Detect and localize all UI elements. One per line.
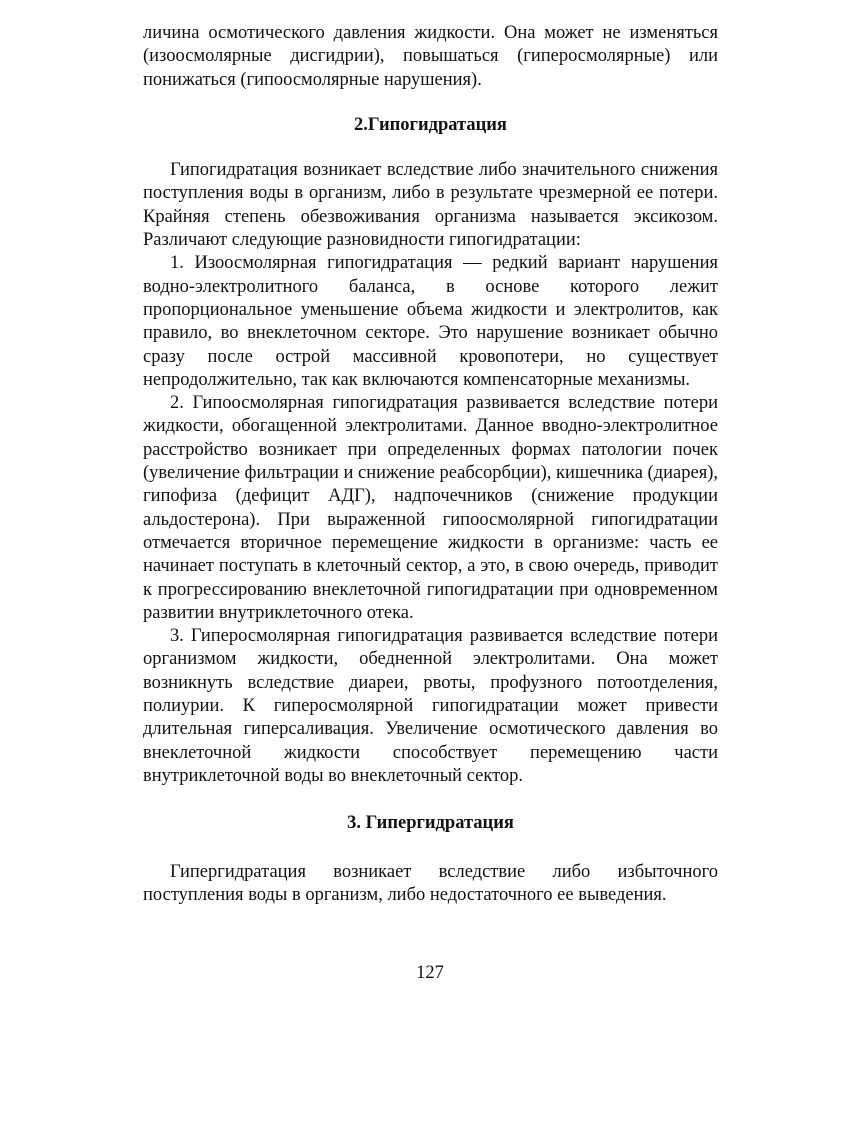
section-heading-hyperhydration: 3. Гипергидратация [347,813,514,834]
section3-paragraph: Гипергидратация возникает вследствие либо избыточного поступления воды в организм, либо недостаточного ее выведения. [143,861,718,905]
page-body [143,22,718,907]
intro-paragraph: личина осмотического давления жидкости. Она может не изменяться (изоосмолярные дисгидрии), повышаться (гиперосмолярные) или понижаться (гипоосмолярные нарушения). [143,23,718,90]
page-number: 127 [416,963,444,983]
list-item: 2. Гипоосмолярная гипогидратация развивается вследствие потери жидкости, обогащенной электролитами. Данное вводно-электролитное расстройство возникает при определенных формах патологии почек (увеличение фильтрации и снижение реабсорбции), кишечника (диарея), гипофиза (дефицит АДГ), надпочечников (снижение продукции альдостерона). При выраженной гипоосмолярной гипогидратации отмечается вторичное перемещение жидкости в организме: часть ее начинает поступать в клеточный сектор, а это, в свою очередь, приводит к прогрессированию внеклеточной гипогидратации при одновременном развитии внутриклеточного отека. [143,393,718,623]
list-item: 3. Гиперосмолярная гипогидратация развивается вследствие потери организмом жидкости, обедненной электролитами. Она может возникнуть вследствие диареи, рвоты, профузного потоотделения, полиурии. К гиперосмолярной гипогидратации может привести длительная гиперсаливация. Увеличение осмотического давления во внеклеточной жидкости способствует перемещению части внутриклеточной воды во внеклеточный сектор. [143,626,718,786]
section-heading-hypohydration: 2.Гипогидратация [354,114,507,135]
list-item: 1. Изоосмолярная гипогидратация — редкий вариант нарушения водно-электролитного баланса, в основе которого лежит пропорциональное уменьшение объема жидкости и электролитов, как правило, во внеклеточном секторе. Это нарушение возникает обычно сразу после острой массивной кровопотери, но существует непродолжительно, так как включаются компенсаторные механизмы. [143,253,718,390]
section2-paragraph: Гипогидратация возникает вследствие либо значительного снижения поступления воды в организм, либо в результате чрезмерной ее потери. Крайняя степень обезвоживания организма называется эксикозом. Различают следующие разновидности гипогидратации: [143,160,718,251]
